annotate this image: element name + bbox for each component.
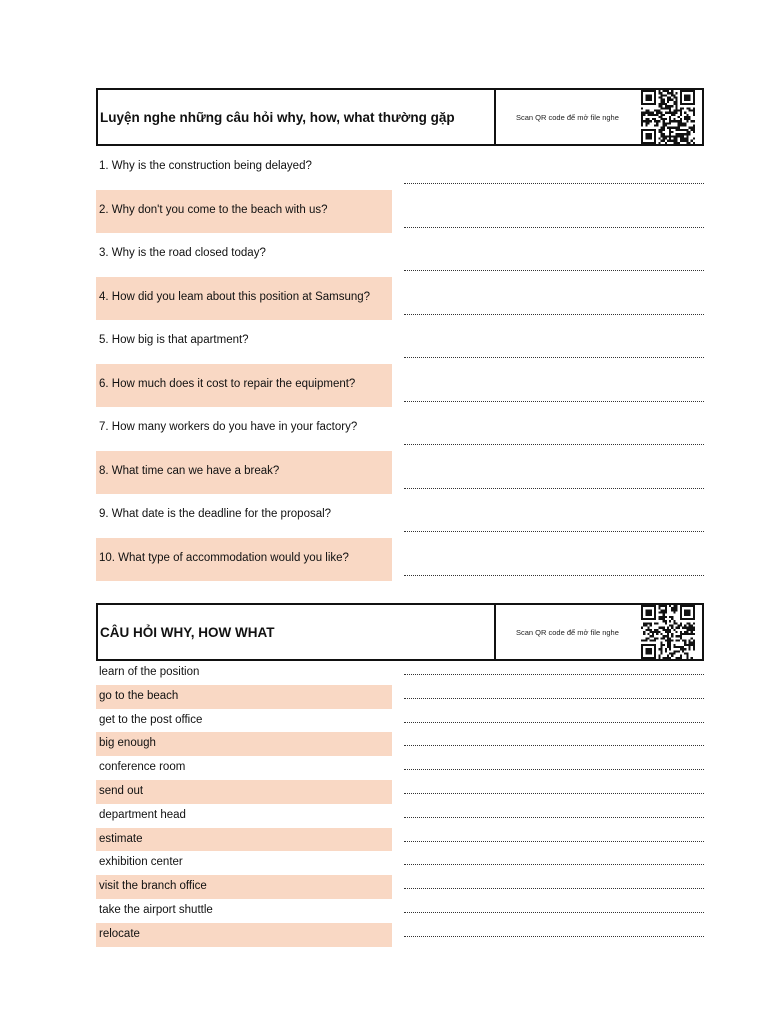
vocab-text: conference room (99, 761, 186, 774)
answer-line[interactable] (404, 674, 704, 675)
answer-line[interactable] (404, 401, 704, 402)
vocab-row (96, 732, 704, 756)
vocab-row (96, 661, 704, 685)
answer-line[interactable] (404, 888, 704, 889)
section-header (96, 88, 704, 146)
vocab-row (96, 875, 704, 899)
section-header (96, 603, 704, 661)
answer-line[interactable] (404, 444, 704, 445)
answer-line[interactable] (404, 357, 704, 358)
scan-qr-text: Scan QR code để mở file nghe (516, 627, 619, 637)
answer-line[interactable] (404, 793, 704, 794)
answer-line[interactable] (404, 227, 704, 228)
question-row (96, 146, 704, 190)
scan-qr-text: Scan QR code để mở file nghe (516, 112, 619, 122)
section-listening-questions (96, 88, 704, 581)
vocab-text: department head (99, 808, 186, 821)
qr-code-icon[interactable] (640, 605, 696, 659)
answer-line[interactable] (404, 722, 704, 723)
qr-code-icon[interactable] (640, 90, 696, 144)
answer-line[interactable] (404, 488, 704, 489)
question-list (96, 146, 704, 581)
answer-line[interactable] (404, 575, 704, 576)
vocab-text: send out (96, 780, 392, 804)
answer-line[interactable] (404, 698, 704, 699)
vocab-text: take the airport shuttle (99, 903, 213, 916)
question-text: 3. Why is the road closed today? (99, 247, 266, 259)
vocab-row (96, 923, 704, 947)
qr-panel (496, 605, 702, 659)
answer-line[interactable] (404, 270, 704, 271)
question-row (96, 233, 704, 277)
vocab-row (96, 804, 704, 828)
answer-line[interactable] (404, 314, 704, 315)
question-text: 8. What time can we have a break? (96, 451, 392, 495)
vocab-row (96, 685, 704, 709)
question-text: 10. What type of accommodation would you like? (96, 538, 392, 582)
vocab-text: learn of the position (99, 666, 200, 678)
vocab-row (96, 851, 704, 875)
question-row (96, 277, 704, 321)
answer-line[interactable] (404, 912, 704, 913)
vocabulary-list (96, 661, 704, 947)
vocab-row (96, 828, 704, 852)
question-row (96, 190, 704, 234)
answer-line[interactable] (404, 841, 704, 842)
answer-line[interactable] (404, 936, 704, 937)
answer-line[interactable] (404, 745, 704, 746)
vocab-text: big enough (96, 732, 392, 756)
vocab-text: go to the beach (96, 685, 392, 709)
question-row (96, 451, 704, 495)
question-text: 5. How big is that apartment? (99, 334, 249, 346)
answer-line[interactable] (404, 769, 704, 770)
vocab-row (96, 756, 704, 780)
vocab-row (96, 709, 704, 733)
question-row (96, 538, 704, 582)
vocab-text: relocate (96, 923, 392, 947)
answer-line[interactable] (404, 817, 704, 818)
question-text: 2. Why don't you come to the beach with us? (96, 190, 392, 234)
answer-line[interactable] (404, 531, 704, 532)
question-row (96, 320, 704, 364)
question-text: 1. Why is the construction being delayed? (99, 160, 312, 172)
question-text: 6. How much does it cost to repair the equipment? (96, 364, 392, 408)
vocab-text: estimate (96, 828, 392, 852)
section-title: CÂU HỎI WHY, HOW WHAT (98, 605, 496, 659)
section-vocabulary (96, 603, 704, 947)
question-row (96, 494, 704, 538)
answer-line[interactable] (404, 864, 704, 865)
section-title: Luyện nghe những câu hỏi why, how, what thường gặp (98, 90, 496, 144)
vocab-text: visit the branch office (96, 875, 392, 899)
vocab-row (96, 780, 704, 804)
answer-line[interactable] (404, 183, 704, 184)
question-row (96, 407, 704, 451)
question-text: 7. How many workers do you have in your factory? (99, 421, 358, 433)
question-text: 4. How did you leam about this position at Samsung? (96, 277, 392, 321)
question-row (96, 364, 704, 408)
question-text: 9. What date is the deadline for the proposal? (99, 508, 332, 520)
vocab-row (96, 899, 704, 923)
vocab-text: exhibition center (99, 856, 183, 869)
qr-panel (496, 90, 702, 144)
vocab-text: get to the post office (99, 713, 203, 726)
